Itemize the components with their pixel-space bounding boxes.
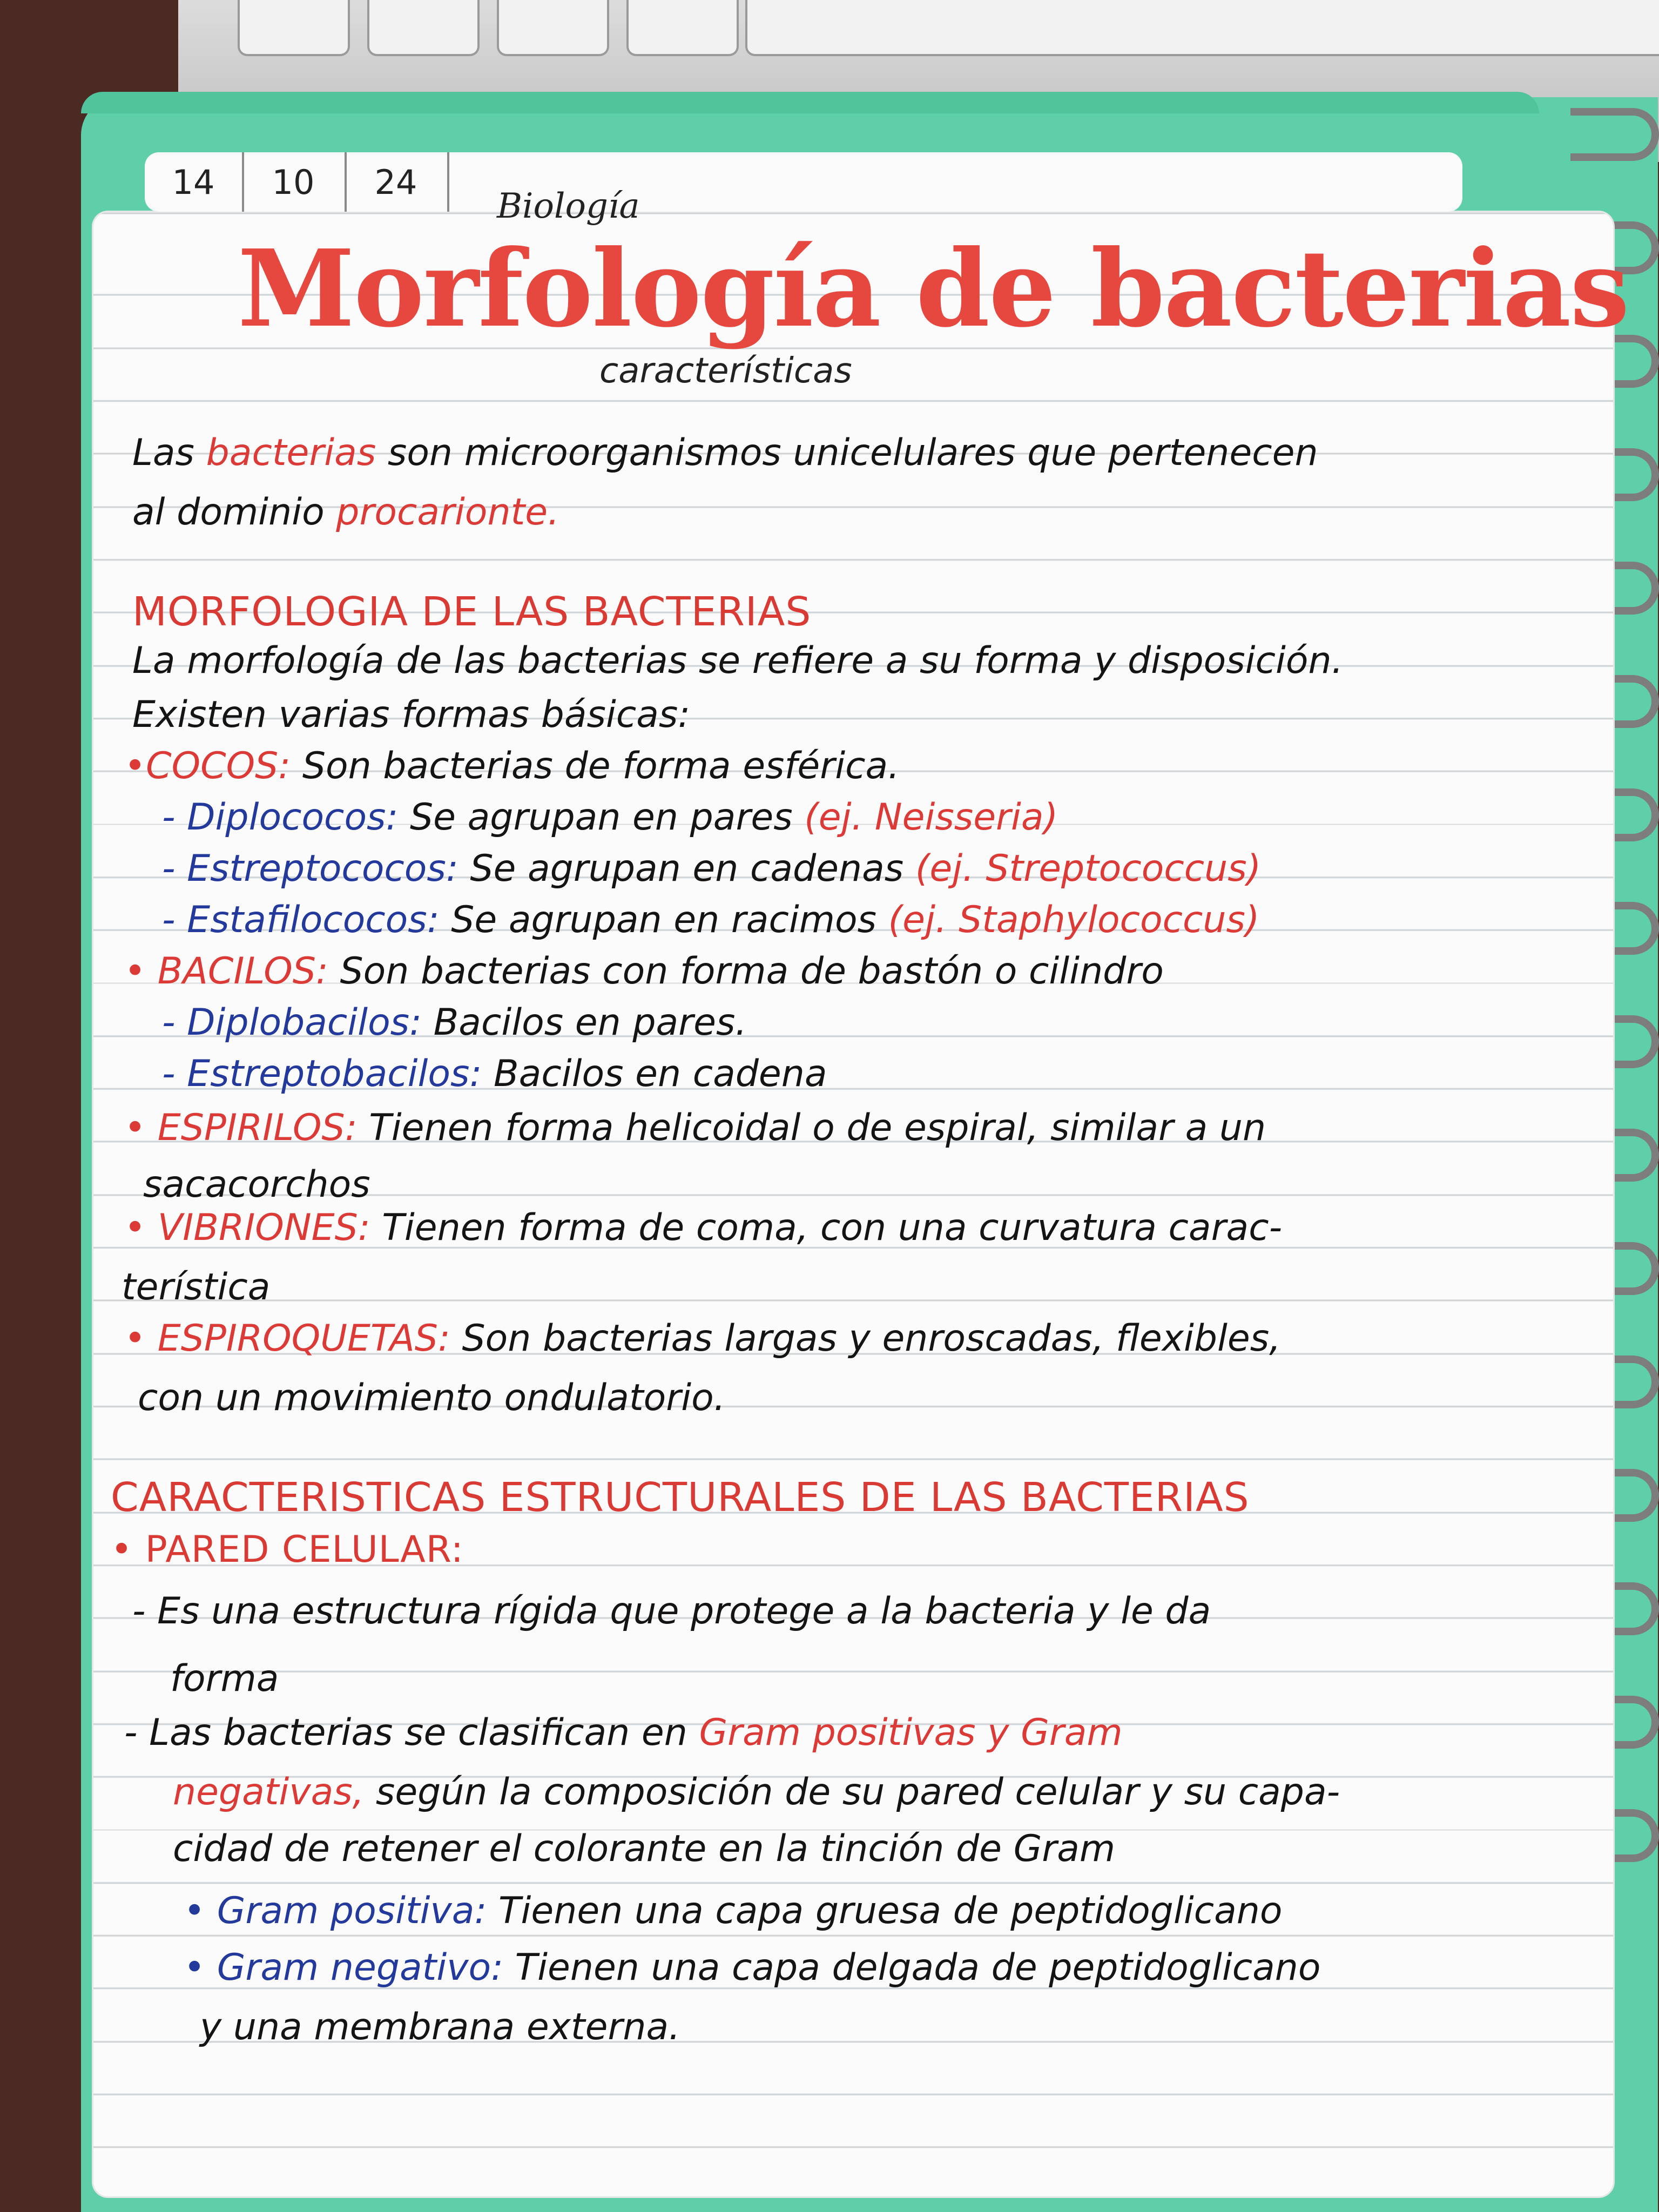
intro-keyword: bacterias [206, 431, 376, 474]
page-title: Morfología de bacterias [238, 227, 1629, 351]
list-item-gram-positiva [184, 1890, 1283, 1932]
item-label: • VIBRIONES: [124, 1206, 370, 1249]
item-label: • BACILOS: [124, 950, 328, 993]
subject-label: Biología [497, 186, 640, 226]
text-line: cidad de retener el colorante en la tinción de Gram [173, 1827, 1116, 1870]
item-text: Son bacterias con forma de bastón o cilindro [328, 950, 1164, 993]
item-label: • ESPIRILOS: [124, 1107, 358, 1149]
list-item-estreptococos [162, 847, 1262, 890]
item-label: • Gram positiva: [184, 1890, 487, 1932]
page-subtitle: características [599, 351, 852, 391]
date-header [145, 152, 1462, 212]
text-line-negativas [173, 1771, 1340, 1813]
intro-text: Las [132, 431, 206, 474]
item-text: Tienen una capa delgada de peptidoglicano [503, 1946, 1321, 1989]
list-item-espiroquetas [124, 1317, 1281, 1360]
item-example: (ej. Neisseria) [804, 796, 1058, 839]
item-text: Bacilos en cadena [482, 1053, 827, 1095]
text-line: forma [170, 1657, 279, 1700]
list-item-bacilos [124, 950, 1164, 993]
text-line: y una membrana externa. [200, 2006, 680, 2048]
item-label: - Diplobacilos: [162, 1001, 422, 1044]
key [367, 0, 480, 56]
text-line-gram [124, 1711, 1123, 1754]
item-label: - Estreptococos: [162, 847, 458, 890]
text-line: con un movimiento ondulatorio. [138, 1377, 726, 1419]
item-text: Se agrupan en racimos [439, 899, 888, 941]
list-item-cocos [124, 745, 900, 787]
item-label: - Estafilococos: [162, 899, 440, 941]
key [497, 0, 609, 56]
text-line: - Es una estructura rígida que protege a la bacteria y le da [132, 1590, 1211, 1633]
section-heading-caracteristicas: CARACTERISTICAS ESTRUCTURALES DE LAS BACTERIAS [111, 1474, 1250, 1521]
item-text: Son bacterias largas y enroscadas, flexibles, [450, 1317, 1281, 1360]
item-label: - Estreptobacilos: [162, 1053, 482, 1095]
section-heading-morfologia: MORFOLOGIA DE LAS BACTERIAS [132, 589, 812, 635]
list-item-estafilococos [162, 899, 1260, 941]
item-text: Tienen una capa gruesa de peptidoglicano [487, 1890, 1283, 1932]
text-line: Existen varias formas básicas: [132, 693, 691, 736]
text-line: sacacorchos [143, 1163, 370, 1206]
item-label: •COCOS: [124, 745, 291, 787]
date-year: 24 [345, 152, 449, 212]
date-month: 10 [242, 152, 347, 212]
item-text: Tienen forma de coma, con una curvatura carac- [370, 1206, 1283, 1249]
list-item-vibriones [124, 1206, 1283, 1249]
notebook-cover-edge [81, 92, 1539, 113]
list-item-gram-negativo [184, 1946, 1321, 1989]
list-item-estreptobacilos [162, 1053, 827, 1095]
item-text: - Las bacterias se clasifican en [124, 1711, 699, 1754]
intro-line-1 [132, 431, 1318, 474]
subheading-pared-celular: • PARED CELULAR: [111, 1528, 464, 1571]
item-label: - Diplococos: [162, 796, 399, 839]
item-text: Tienen forma helicoidal o de espiral, similar a un [357, 1107, 1266, 1149]
date-day: 14 [145, 152, 244, 212]
list-item-diplobacilos [162, 1001, 747, 1044]
list-item-espirilos [124, 1107, 1266, 1149]
intro-text: al dominio [132, 491, 336, 534]
spiral-ring [1570, 108, 1659, 161]
item-text: Son bacterias de forma esférica. [291, 745, 900, 787]
intro-line-2 [132, 491, 559, 534]
item-example: (ej. Staphylococcus) [888, 899, 1260, 941]
text-line: La morfología de las bacterias se refiere a su forma y disposición. [132, 639, 1344, 682]
key [238, 0, 350, 56]
intro-text: son microorganismos unicelulares que pertenecen [376, 431, 1318, 474]
item-label: • ESPIROQUETAS: [124, 1317, 450, 1360]
item-keyword: negativas, [173, 1771, 365, 1813]
item-label: • Gram negativo: [184, 1946, 503, 1989]
key [745, 0, 1659, 56]
item-text: según la composición de su pared celular y su capa- [364, 1771, 1340, 1813]
item-text: Se agrupan en pares [398, 796, 805, 839]
item-example: (ej. Streptococcus) [915, 847, 1262, 890]
key [626, 0, 739, 56]
text-line: terística [122, 1266, 271, 1309]
item-text: Bacilos en pares. [422, 1001, 747, 1044]
list-item-diplococos [162, 796, 1058, 839]
item-text: Se agrupan en cadenas [458, 847, 915, 890]
intro-keyword: procarionte. [336, 491, 559, 534]
item-keyword: Gram positivas y Gram [699, 1711, 1123, 1754]
